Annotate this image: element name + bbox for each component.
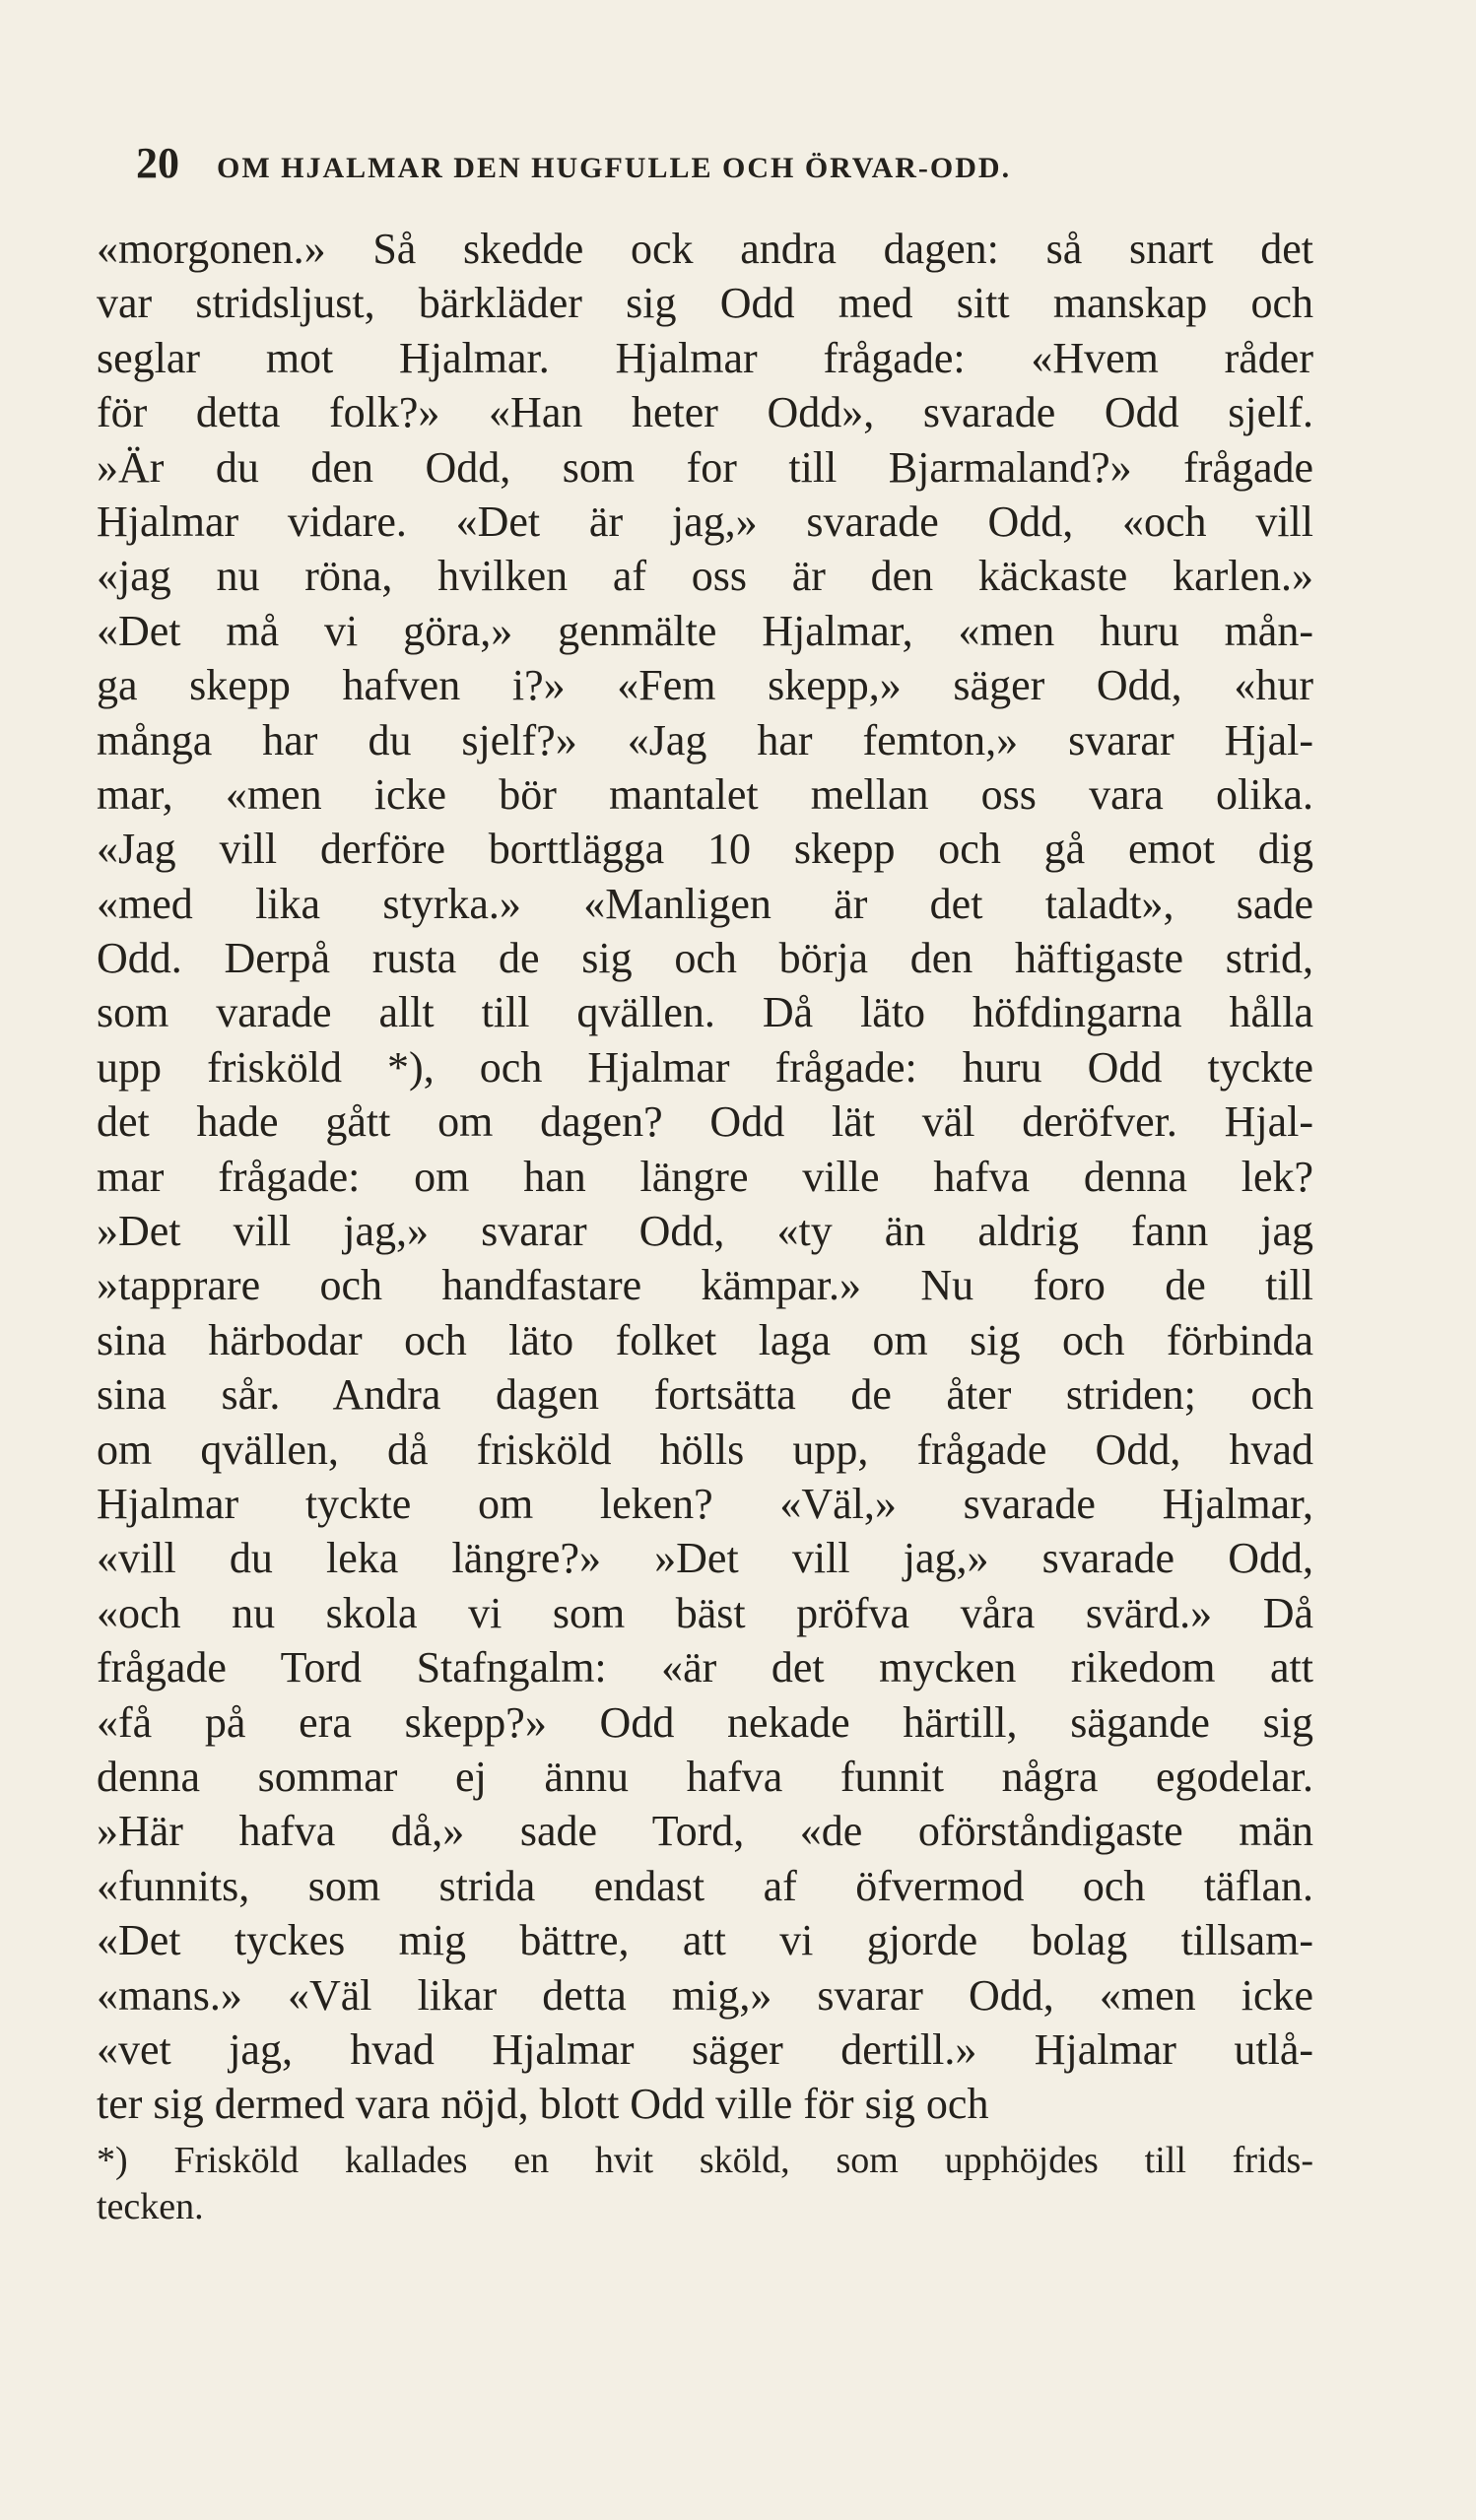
running-title: OM HJALMAR DEN HUGFULLE OCH ÖRVAR-ODD.	[217, 152, 1012, 184]
text-line: »Det vill jag,» svarar Odd, «ty än aldrig fann jag	[97, 1207, 1313, 1256]
text-line: det hade gått om dagen? Odd lät väl deröfver. Hjal-	[97, 1097, 1313, 1147]
text-line: «vill du leka längre?» »Det vill jag,» svarade Odd,	[97, 1534, 1313, 1583]
text-line: för detta folk?» «Han heter Odd», svarade Odd sjelf.	[97, 388, 1313, 437]
text-line: sina sår. Andra dagen fortsätta de åter striden; och	[97, 1370, 1313, 1420]
text-line: som varade allt till qvällen. Då läto höfdingarna hålla	[97, 988, 1313, 1037]
text-line: »tapprare och handfastare kämpar.» Nu foro de till	[97, 1261, 1313, 1310]
text-line: denna sommar ej ännu hafva funnit några egodelar.	[97, 1752, 1313, 1801]
text-line: «morgonen.» Så skedde ock andra dagen: så snart det	[97, 225, 1313, 273]
body-text	[97, 222, 1313, 2132]
text-line: »Är du den Odd, som for till Bjarmaland?» frågade	[97, 442, 1313, 492]
page-number: 20	[136, 139, 179, 187]
text-line: «funnits, som strida endast af öfvermod och täflan.	[97, 1861, 1313, 1910]
text-line: Hjalmar vidare. «Det är jag,» svarade Odd, «och vill	[97, 497, 1313, 546]
text-line: «få på era skepp?» Odd nekade härtill, sägande sig	[97, 1697, 1313, 1747]
text-line: var stridsljust, bärkläder sig Odd med sitt manskap och	[97, 279, 1313, 328]
text-line: ter sig dermed vara nöjd, blott Odd ville för sig och	[97, 2080, 989, 2129]
text-line: frågade Tord Stafngalm: «är det mycken rikedom att	[97, 1643, 1313, 1692]
text-line: många har du sjelf?» «Jag har femton,» svarar Hjal-	[97, 715, 1313, 764]
text-line: Odd. Derpå rusta de sig och börja den häftigaste strid,	[97, 934, 1313, 983]
text-line: sina härbodar och läto folket laga om sig och förbinda	[97, 1315, 1313, 1364]
footnote-line: *) Frisköld kallades en hvit sköld, som upphöjdes till frids-	[97, 2140, 1313, 2181]
text-line: «Det må vi göra,» genmälte Hjalmar, «men huru mån-	[97, 606, 1313, 655]
text-line: «Det tyckes mig bättre, att vi gjorde bolag tillsam-	[97, 1916, 1313, 1965]
page-header	[136, 138, 1328, 188]
text-line: «Jag vill derföre borttlägga 10 skepp och gå emot dig	[97, 825, 1313, 874]
text-line: om qvällen, då frisköld hölls upp, frågade Odd, hvad	[97, 1425, 1313, 1474]
text-line: «och nu skola vi som bäst pröfva våra svärd.» Då	[97, 1588, 1313, 1637]
text-line: «vet jag, hvad Hjalmar säger dertill.» Hjalmar utlå-	[97, 2024, 1313, 2074]
text-line: »Här hafva då,» sade Tord, «de oförståndigaste män	[97, 1807, 1313, 1856]
text-line: «med lika styrka.» «Manligen är det taladt», sade	[97, 879, 1313, 928]
text-line: Hjalmar tyckte om leken? «Väl,» svarade Hjalmar,	[97, 1479, 1313, 1528]
text-line: «jag nu röna, hvilken af oss är den käckaste karlen.»	[97, 552, 1313, 601]
text-line: mar, «men icke bör mantalet mellan oss vara olika.	[97, 769, 1313, 819]
text-line: ga skepp hafven i?» «Fem skepp,» säger Odd, «hur	[97, 661, 1313, 710]
text-line: upp frisköld *), och Hjalmar frågade: huru Odd tyckte	[97, 1042, 1313, 1092]
text-line: mar frågade: om han längre ville hafva denna lek?	[97, 1152, 1313, 1201]
footnote-line: tecken.	[97, 2186, 204, 2227]
text-line: «mans.» «Väl likar detta mig,» svarar Odd, «men icke	[97, 1970, 1313, 2020]
footnote	[97, 2138, 1313, 2230]
text-line: seglar mot Hjalmar. Hjalmar frågade: «Hvem råder	[97, 333, 1313, 382]
